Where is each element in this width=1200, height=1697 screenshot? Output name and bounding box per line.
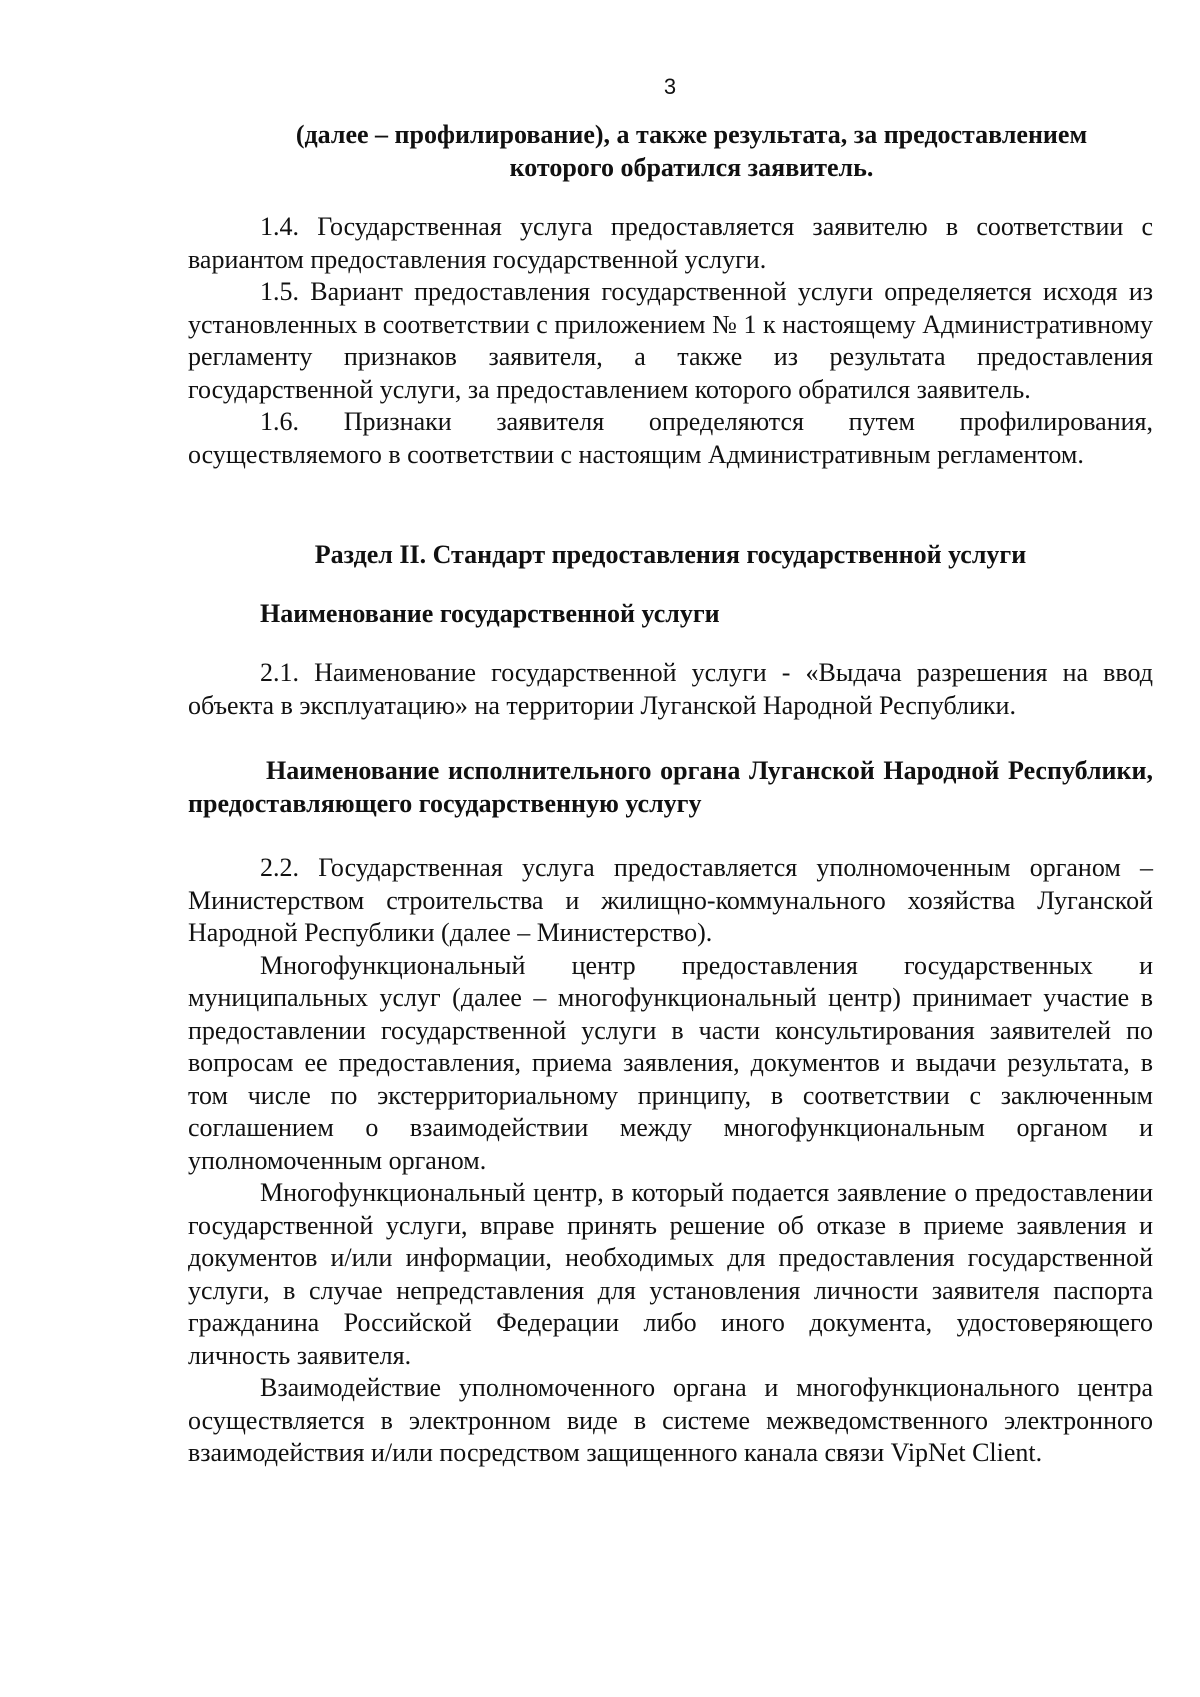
paragraph-interaction: Взаимодействие уполномоченного органа и многофункционального центра осуществляется в электронном виде в системе межведомственного электронного взаимодействия и/или посредством защищенного канала связи VipNet Client. — [188, 1373, 1153, 1467]
paragraph-2-1: 2.1. Наименование государственной услуги - «Выдача разрешения на ввод объекта в эксплуатацию» на территории Луганской Народной Республики. — [188, 658, 1153, 720]
org-heading: Наименование исполнительного органа Луганской Народной Республики, предоставляющего государственную услугу — [188, 756, 1153, 818]
paragraph-1-5: 1.5. Вариант предоставления государственной услуги определяется исходя из установленных в соответствии с приложением № 1 к настоящему Административному регламенту признаков заявителя, а также из результата предоставления государственной услуги, за предоставлением которого обратился заявитель. — [188, 277, 1153, 404]
paragraph-mfc-refusal: Многофункциональный центр, в который подается заявление о предоставлении государственной услуги, вправе принять решение об отказе в приеме заявления и документов и/или информации, необходимых для предоставления государственной услуги, в случае непредставления для установления личности заявителя паспорта гражданина Российской Федерации либо иного документа, удостоверяющего личность заявителя. — [188, 1178, 1153, 1370]
document-body — [188, 119, 1153, 1470]
service-name-heading: Наименование государственной услуги — [260, 598, 720, 628]
paragraph-1-4: 1.4. Государственная услуга предоставляется заявителю в соответствии с вариантом предоставления государственной услуги. — [188, 212, 1153, 274]
section-2-title: Раздел II. Стандарт предоставления государственной услуги — [314, 540, 1027, 569]
paragraph-2-2: 2.2. Государственная услуга предоставляется уполномоченным органом – Министерством строительства и жилищно-коммунального хозяйства Луганской Народной Республики (далее – Министерство). — [188, 853, 1153, 947]
intro-heading: (далее – профилирование), а также результата, за предоставлением которого обратился заявитель. — [295, 120, 1088, 182]
paragraph-1-6: 1.6. Признаки заявителя определяются путем профилирования, осуществляемого в соответствии с настоящим Административным регламентом. — [188, 407, 1153, 469]
paragraph-mfc-participation: Многофункциональный центр предоставления государственных и муниципальных услуг (далее – многофункциональный центр) принимает участие в предоставлении государственной услуги в части консультирования заявителей по вопросам ее предоставления, приема заявления, документов и выдачи результата, в том числе по экстерриториальному принципу, в соответствии с заключенным соглашением о взаимодействии между многофункциональным органом и уполномоченным органом. — [188, 950, 1153, 1175]
page-number: 3 — [663, 74, 677, 99]
